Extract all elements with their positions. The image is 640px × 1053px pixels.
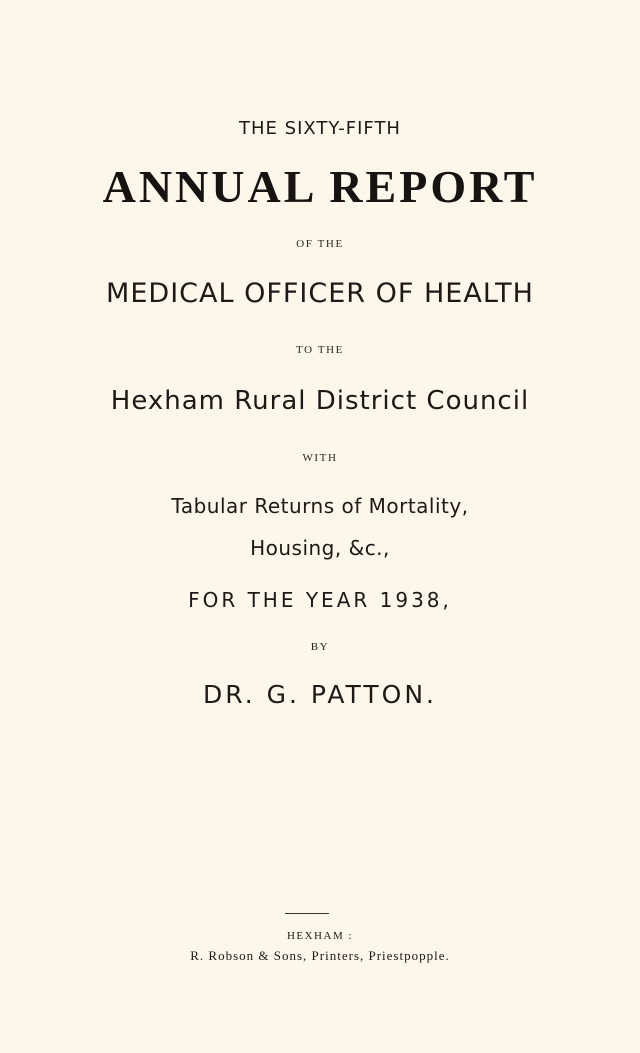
connector-of-the: OF THE <box>296 238 344 250</box>
returns-line-2: Housing, &c., <box>250 536 390 560</box>
connector-with: WITH <box>302 452 338 464</box>
imprint-place: HEXHAM : <box>286 930 354 942</box>
author-name: DR. G. PATTON. <box>203 680 437 709</box>
imprint-printer: R. Robson & Sons, Printers, Priestpopple. <box>190 948 450 963</box>
imprint-divider <box>285 913 329 914</box>
council-name: Hexham Rural District Council <box>110 386 530 416</box>
report-ordinal: THE SIXTY-FIFTH <box>239 118 401 139</box>
connector-by: BY <box>310 641 330 653</box>
office-title: MEDICAL OFFICER OF HEALTH <box>106 278 534 309</box>
report-main-title: ANNUAL REPORT <box>102 161 538 212</box>
connector-to-the: TO THE <box>296 344 344 356</box>
year-line: FOR THE YEAR 1938, <box>188 588 452 612</box>
returns-line-1: Tabular Returns of Mortality, <box>171 494 469 518</box>
